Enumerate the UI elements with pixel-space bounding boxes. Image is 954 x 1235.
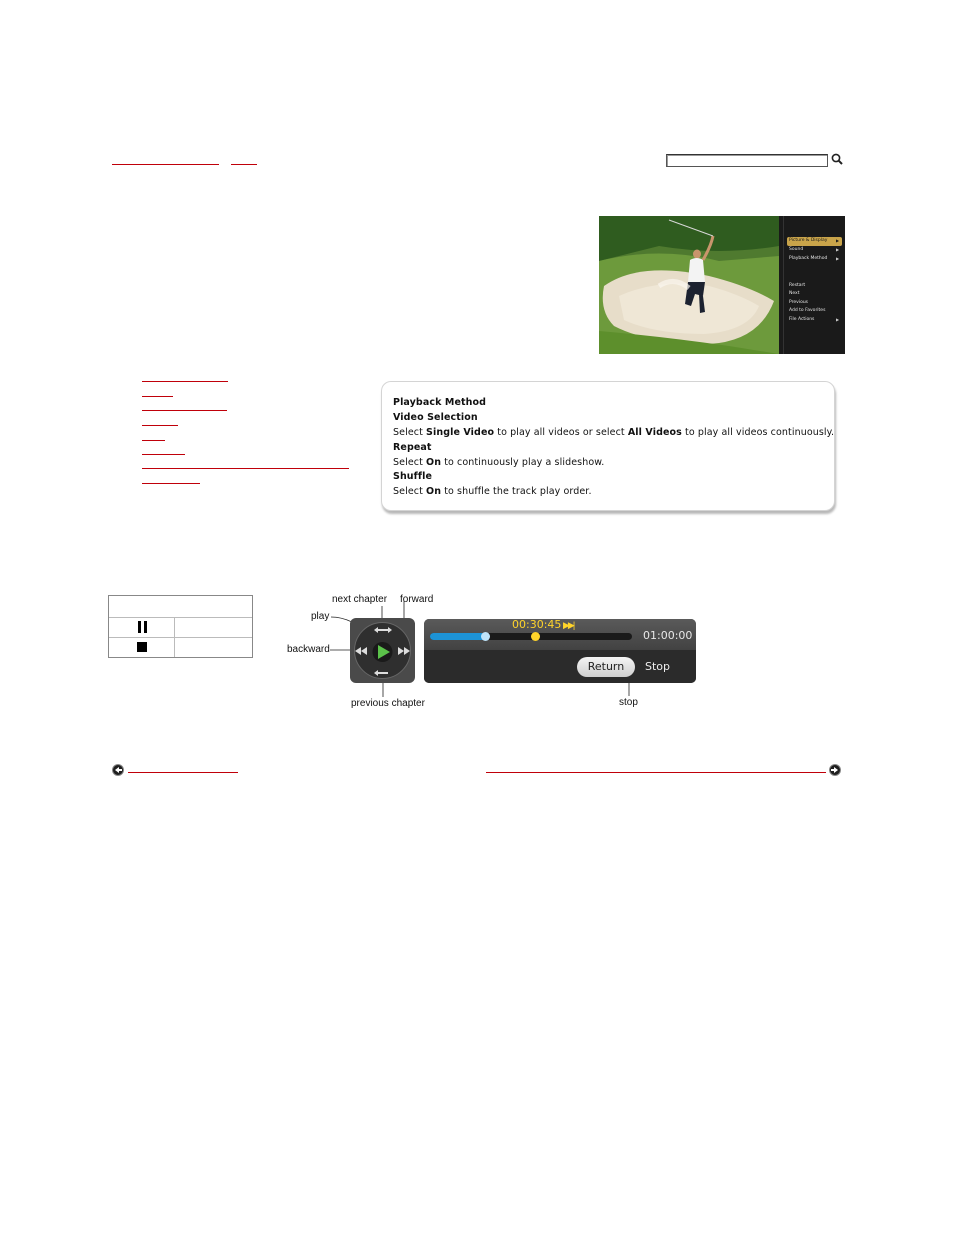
chevron-right-icon: ▶ xyxy=(836,238,840,243)
button-table xyxy=(108,595,253,658)
pause-icon xyxy=(137,621,149,633)
callout-next-chapter: next chapter xyxy=(332,594,388,605)
right-arrow-icon xyxy=(830,765,840,775)
tv-menu-item[interactable]: Playback Method xyxy=(789,256,828,261)
nav-link-2[interactable] xyxy=(142,396,173,397)
tv-menu-item[interactable]: File Actions xyxy=(789,317,815,322)
chevron-right-icon: ▶ xyxy=(836,256,840,261)
shuffle-title: Shuffle xyxy=(393,471,433,482)
fast-forward-icon: ▶▶| xyxy=(563,620,574,630)
left-arrow-icon xyxy=(113,765,123,775)
tv-menu-item[interactable]: Sound xyxy=(789,247,804,252)
callout-play: play xyxy=(311,611,330,622)
tv-menu-item[interactable]: Previous xyxy=(789,300,809,305)
nav-link-1[interactable] xyxy=(142,381,228,382)
nav-link-7[interactable] xyxy=(142,468,349,469)
nav-link-8[interactable] xyxy=(142,483,200,484)
prev-page-button[interactable] xyxy=(112,764,124,776)
progress-fill xyxy=(430,633,485,640)
current-time: 00:30:45 xyxy=(512,619,562,631)
header-link-2[interactable] xyxy=(231,164,257,165)
backward-icon[interactable] xyxy=(355,647,367,655)
nav-link-5[interactable] xyxy=(142,440,165,441)
video-selection-title: Video Selection xyxy=(393,412,478,423)
playback-method-info-panel xyxy=(381,381,835,511)
tv-menu-item[interactable]: Add to Favorites xyxy=(789,308,826,313)
nav-link-4[interactable] xyxy=(142,425,178,426)
repeat-text: Select On to continuously play a slideshow. xyxy=(393,457,605,468)
forward-icon[interactable] xyxy=(398,647,410,655)
header-link-1[interactable] xyxy=(112,164,219,165)
total-time: 01:00:00 xyxy=(643,629,693,642)
next-chapter-icon[interactable] xyxy=(374,626,392,634)
playback-bar xyxy=(424,619,696,683)
video-selection-text: Select Single Video to play all videos or select All Videos to play all videos continuously. xyxy=(393,427,835,438)
chevron-right-icon: ▶ xyxy=(836,247,840,252)
callout-forward: forward xyxy=(400,594,434,605)
nav-link-3[interactable] xyxy=(142,410,227,411)
tv-menu-item[interactable]: Next xyxy=(789,291,800,296)
callout-stop: stop xyxy=(619,697,638,708)
remote-dpad xyxy=(350,618,415,683)
progress-knob[interactable] xyxy=(481,632,490,641)
prev-page-link[interactable] xyxy=(128,772,238,773)
stop-button[interactable]: Stop xyxy=(645,660,671,673)
next-page-link[interactable] xyxy=(486,772,826,773)
repeat-title: Repeat xyxy=(393,442,432,453)
next-page-button[interactable] xyxy=(829,764,841,776)
tv-screenshot xyxy=(599,216,845,354)
callout-previous-chapter: previous chapter xyxy=(351,698,425,709)
tv-menu xyxy=(789,216,845,354)
callout-backward: backward xyxy=(287,644,330,655)
position-marker xyxy=(531,632,540,641)
tv-menu-item[interactable]: Restart xyxy=(789,283,806,288)
return-button[interactable]: Return xyxy=(577,657,635,677)
play-icon[interactable] xyxy=(377,645,390,659)
search-input[interactable] xyxy=(666,154,828,167)
progress-track[interactable] xyxy=(430,633,632,640)
tv-menu-item[interactable]: Picture & Display xyxy=(789,238,828,243)
shuffle-text: Select On to shuffle the track play order. xyxy=(393,486,592,497)
search-icon xyxy=(830,152,844,166)
chevron-right-icon: ▶ xyxy=(836,317,840,322)
search-button[interactable] xyxy=(830,152,844,166)
previous-chapter-icon[interactable] xyxy=(374,669,392,677)
stop-icon xyxy=(137,642,148,653)
nav-link-6[interactable] xyxy=(142,454,185,455)
info-heading: Playback Method xyxy=(393,397,487,408)
